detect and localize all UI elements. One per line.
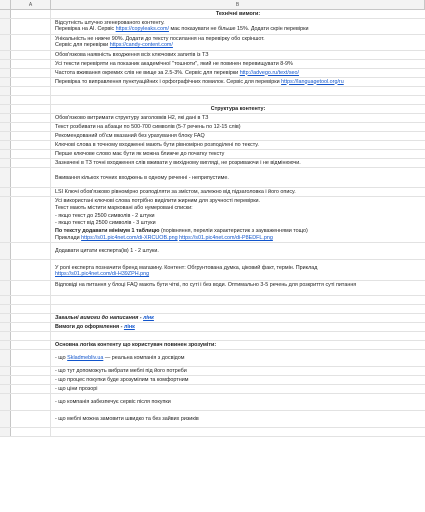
table-row	[0, 132, 425, 141]
frequency-cell[interactable]	[51, 69, 425, 77]
table-row	[0, 168, 425, 188]
lists-cell[interactable]	[51, 197, 425, 242]
list-2500-text: - якщо текст до 2500 символів - 2 штуки	[55, 212, 155, 219]
table-row	[0, 188, 425, 197]
structure-item[interactable]: Зазначені в ТЗ точні входження слів вживати у вихідному вигляді, не розриваючи і не відмінюючи.	[55, 159, 301, 166]
originality-text-2b: має показувати не більше 15%. Додати скрін перевірки	[168, 25, 309, 32]
expert-cell[interactable]	[51, 260, 425, 280]
example-link-1[interactable]: https://s01.pic4net.com/di-XRCUOB.png	[81, 235, 178, 242]
table-row	[0, 428, 425, 437]
table-row	[0, 323, 425, 332]
table-row	[0, 123, 425, 132]
nausea-cell[interactable]: Усі тексти перевіряти на показник академічної "тошноти", який не повинен перевищувати 8-9%	[55, 60, 293, 67]
logic-item[interactable]: - що процес покупки буде зрозумілим та комфортним	[55, 376, 189, 383]
skladmebliv-link[interactable]: Skladmebliv.ua	[67, 355, 104, 361]
writing-requirements-link[interactable]: лінк	[143, 314, 154, 321]
design-requirements-link[interactable]: лінк	[123, 323, 135, 330]
exact-entry-cell[interactable]: Вживання кількох точних входжень в одному реченні - неприпустиме.	[55, 175, 229, 181]
lsi-cell[interactable]: LSI Ключі обов'язково рівномірно розподіляти за змістом, залежно від підзаголовка і його опису.	[55, 188, 296, 195]
table-row	[0, 60, 425, 69]
column-header-bar	[0, 0, 425, 10]
table-row	[0, 411, 425, 428]
table-row	[0, 150, 425, 159]
table-row	[0, 19, 425, 35]
table-row	[0, 367, 425, 376]
expert-text: У ролі експерта позначити бренд магазину. Контент: Обгрунтована думка, ціковий факт, термін. Приклад	[55, 265, 318, 271]
table-row	[0, 314, 425, 323]
design-requirements-cell[interactable]	[51, 323, 425, 331]
structure-item[interactable]: Ключові слова в точному входженні мають бути рівномірно розподілені по тексту.	[55, 141, 259, 148]
table-row	[0, 350, 425, 367]
table-row	[0, 141, 425, 150]
table-row	[0, 51, 425, 60]
writing-label: Загальні вимоги до написання -	[55, 314, 144, 321]
table-row	[0, 105, 425, 114]
table-row	[0, 260, 425, 281]
table-row	[0, 159, 425, 168]
uniqueness-text-1: Унікальність не нижче 90%. Додати до тексту посилання на перевірку обо скріншот.	[55, 35, 265, 42]
table-row	[0, 281, 425, 296]
table-row	[0, 78, 425, 87]
structure-item[interactable]: Рекомендований об'єм вказаний без урахування блоку FAQ	[55, 132, 205, 139]
table-row	[0, 394, 425, 411]
table-row	[0, 197, 425, 243]
copyleaks-link[interactable]: https://copyleaks.com/	[115, 25, 169, 32]
table-row	[0, 96, 425, 105]
uniqueness-cell[interactable]	[51, 35, 425, 50]
frequency-text: Частота вживання окремих слів не вище за 2.5-3%. Сервіс для перевірки	[55, 69, 240, 76]
column-header-b[interactable]: B	[51, 0, 425, 9]
table-row	[0, 243, 425, 260]
logic-title[interactable]: Основна логіка контенту що користувач повинен зрозуміти:	[55, 341, 217, 348]
structure-title[interactable]: Структура контенту:	[210, 105, 266, 112]
structure-item[interactable]: Перше ключове слово має бути як можна ближче до початку тексту	[55, 150, 225, 157]
column-header-a[interactable]: A	[11, 0, 51, 9]
quotes-cell[interactable]: Додавати цитати експерта(ів) 1 - 2 штуки.	[55, 248, 159, 254]
logic-prefix: - що	[55, 355, 68, 361]
table-row	[0, 296, 425, 305]
writing-requirements-cell[interactable]	[51, 314, 425, 322]
logic-item[interactable]: - що меблі можна замовити швидко та без зайвих ризиків	[55, 416, 199, 422]
table-row	[0, 341, 425, 350]
examples-label: Приклади	[55, 235, 82, 242]
candy-content-link[interactable]: https://candy-content.com/	[109, 41, 173, 48]
structure-item[interactable]: Обов'язково витримати структуру заголовків H2, які дані в ТЗ	[55, 114, 209, 121]
table-row	[0, 114, 425, 123]
originality-cell[interactable]	[51, 19, 425, 34]
logic-suffix: — реальна компанія з досвідом	[103, 355, 185, 361]
table-row	[0, 69, 425, 78]
tech-requirements-title[interactable]: Технічні вимоги:	[215, 10, 261, 17]
table-row	[0, 385, 425, 394]
example-link-2[interactable]: https://s01.pic4net.com/di-P8EDFL.png	[179, 235, 273, 242]
lists-text: Текст мають містити марковані або нумеровані списки:	[55, 205, 193, 212]
originality-text-2a: Перевірка на AI. Сервіс	[55, 25, 116, 32]
list-2500p-text: - якщо текст від 2500 символів - 3 штуки	[55, 220, 156, 227]
select-all-corner[interactable]	[0, 0, 11, 9]
advego-link[interactable]: http://advego.ru/text/seo/	[239, 69, 300, 76]
logic-item[interactable]: - що тут допоможуть вибрати меблі під його потреби	[55, 367, 187, 374]
faq-cell[interactable]: Відповіді на питання у блоці FAQ мають бути чіткі, по суті і без води. Оптимально 3-5 речень для розкриття суті питання	[55, 281, 357, 288]
uniqueness-text-2a: Сервіс для перевірки	[55, 41, 110, 48]
keywords-cell[interactable]: Обов'язкова наявність входження всіх ключових запитів із ТЗ	[55, 51, 209, 58]
cell-grid	[0, 10, 425, 437]
logic-item[interactable]: - що компанія забезпечує сервіс після покупки	[55, 399, 171, 405]
design-label: Вимоги до оформлення -	[55, 323, 124, 330]
table-row	[0, 332, 425, 341]
logic-item[interactable]	[51, 350, 425, 366]
originality-text-1: Відсутність штучно згенерованого контенту.	[55, 19, 165, 26]
expert-example-link[interactable]: https://s01.pic4net.com/di-H39ZPH.png	[55, 271, 150, 278]
languagetool-link[interactable]: https://languagetool.org/ru	[281, 78, 344, 85]
logic-item[interactable]: - що ціни прозорі	[55, 385, 98, 392]
table-rest-text: (порівняння, переліи характеристик з зауваженнями тощо)	[159, 227, 308, 234]
punctuation-text: Перевірка то виправлення пунктуаційних і орфографічних помилок. Сервіс для перевірки	[55, 78, 282, 85]
bold-keys-text: Усі використані ключові слова потрібно виділити жирним для зручності перевірки.	[55, 197, 261, 204]
table-row	[0, 87, 425, 96]
punctuation-cell[interactable]	[51, 78, 425, 86]
table-row	[0, 305, 425, 314]
table-row	[0, 35, 425, 51]
table-row	[0, 10, 425, 19]
structure-item[interactable]: Текст розбивати на абзаци по 500-700 символів (5-7 речень по 12-15 слів)	[55, 123, 241, 130]
table-bold-text: По тексту додавати мінімум 1 таблицю	[55, 227, 160, 234]
table-row	[0, 376, 425, 385]
